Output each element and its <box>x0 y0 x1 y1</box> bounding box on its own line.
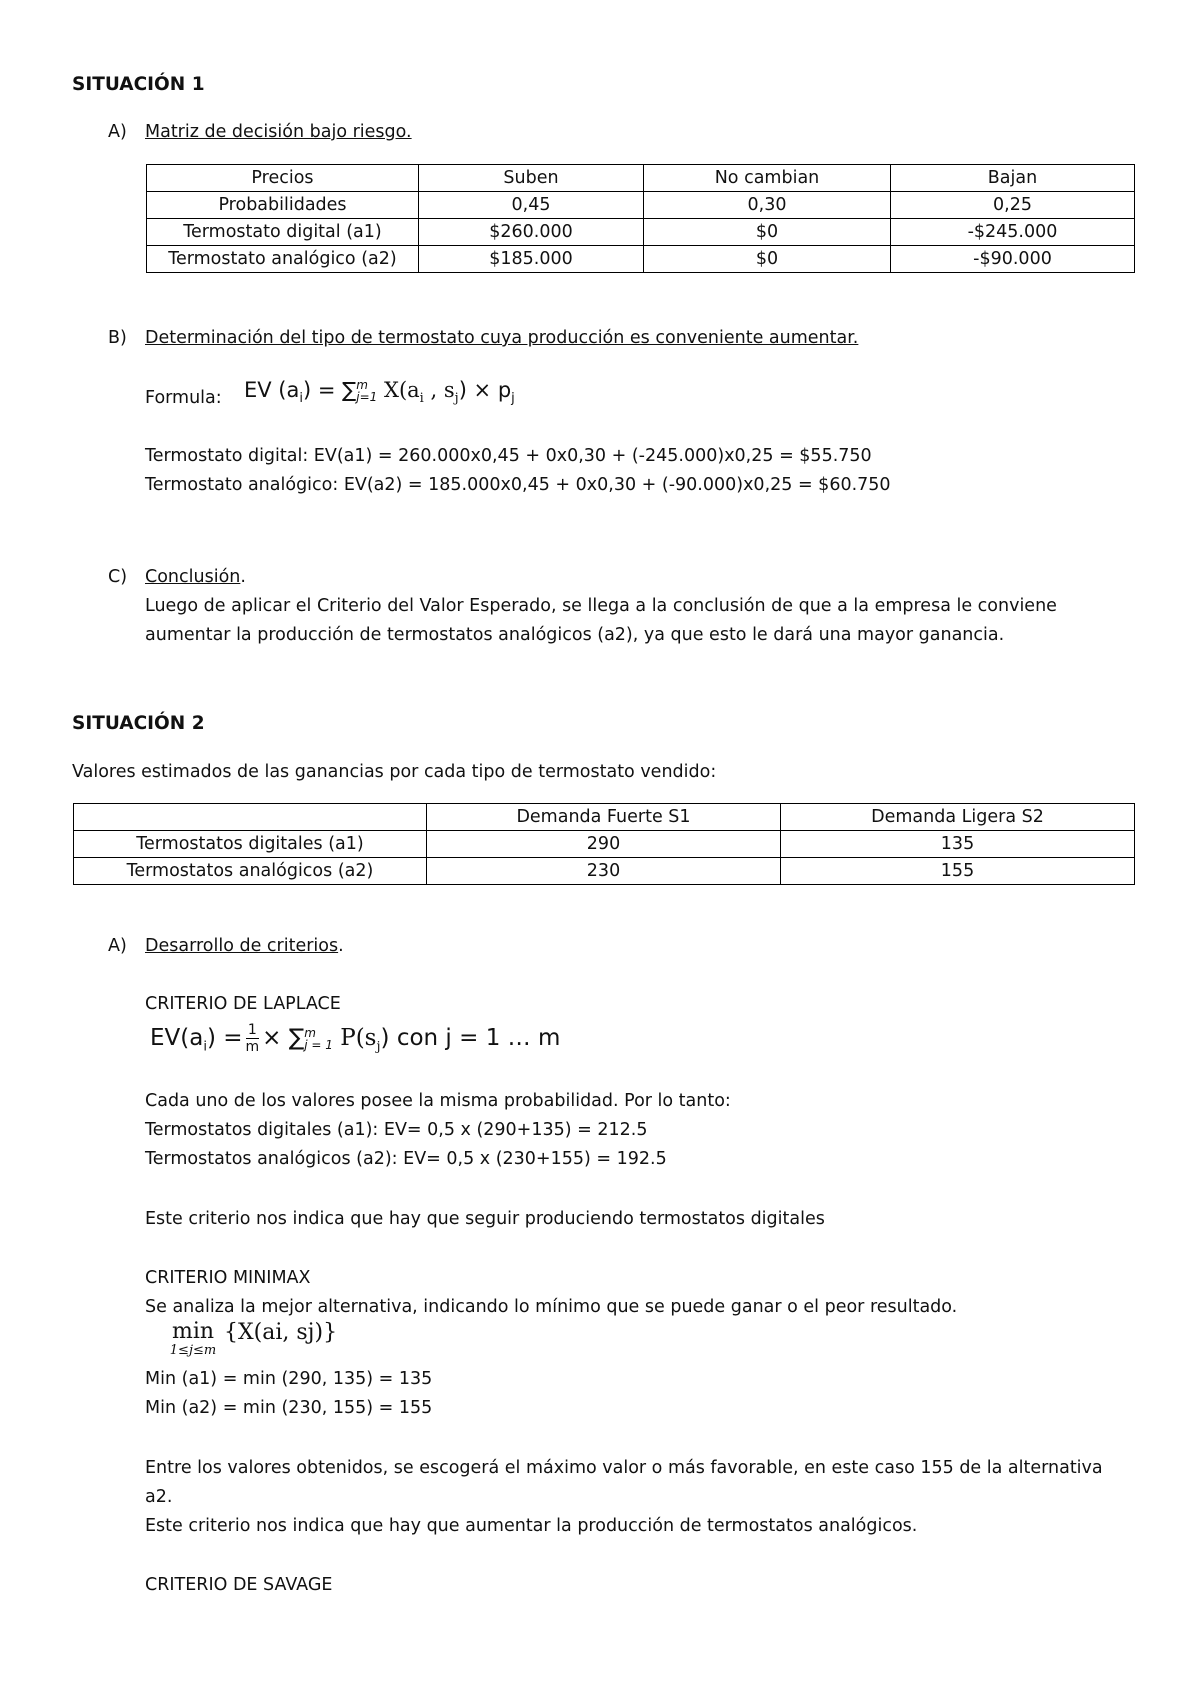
laplace-line-2: Termostatos digitales (a1): EV= 0,5 x (290+135) = 212.5 <box>145 1120 648 1140</box>
table-cell: 0,45 <box>419 192 644 219</box>
table-cell: No cambian <box>644 165 891 192</box>
table-row <box>147 246 1135 273</box>
minimax-title: CRITERIO MINIMAX <box>145 1268 311 1288</box>
minimax-line-4: Entre los valores obtenidos, se escogerá el máximo valor o más favorable, en este caso 155 de la alternativa <box>145 1458 1103 1478</box>
table-cell: Termostatos analógicos (a2) <box>74 858 427 885</box>
table-cell: Bajan <box>891 165 1135 192</box>
laplace-line-4: Este criterio nos indica que hay que seguir produciendo termostatos digitales <box>145 1209 825 1229</box>
table-cell: $0 <box>644 219 891 246</box>
minimax-formula-expr: {X(ai, sj)} <box>224 1320 338 1345</box>
item-a-heading: Matriz de decisión bajo riesgo. <box>145 122 412 142</box>
laplace-title: CRITERIO DE LAPLACE <box>145 994 341 1014</box>
table-cell: Demanda Ligera S2 <box>781 804 1135 831</box>
table-cell: Precios <box>147 165 419 192</box>
item-b-heading: Determinación del tipo de termostato cuya producción es conveniente aumentar. <box>145 328 859 348</box>
table-cell: $260.000 <box>419 219 644 246</box>
calc-analog: Termostato analógico: EV(a2) = 185.000x0,45 + 0x0,30 + (-90.000)x0,25 = $60.750 <box>145 475 891 495</box>
table-cell: -$90.000 <box>891 246 1135 273</box>
s2-item-a-marker: A) <box>108 936 127 956</box>
table-cell: 290 <box>427 831 781 858</box>
item-c-heading: Conclusión. <box>145 567 246 587</box>
laplace-line-3: Termostatos analógicos (a2): EV= 0,5 x (230+155) = 192.5 <box>145 1149 667 1169</box>
laplace-line-1: Cada uno de los valores posee la misma probabilidad. Por lo tanto: <box>145 1091 731 1111</box>
savage-title: CRITERIO DE SAVAGE <box>145 1575 333 1595</box>
table-cell: 230 <box>427 858 781 885</box>
section-2-intro: Valores estimados de las ganancias por cada tipo de termostato vendido: <box>72 762 717 782</box>
expected-value-formula: EV $(a_i)$ = ∑ m j=1 $X(a_i$ , $s_j) \times p_j$ <box>244 378 515 407</box>
profits-table <box>73 803 1135 885</box>
section-2-title: SITUACIÓN 2 <box>72 713 205 734</box>
table-row <box>74 831 1135 858</box>
conclusion-line-2: aumentar la producción de termostatos analógicos (a2), ya que esto le dará una mayor ganancia. <box>145 625 1005 645</box>
minimax-line-1: Se analiza la mejor alternativa, indicando lo mínimo que se puede ganar o el peor resultado. <box>145 1297 958 1317</box>
table-row <box>74 804 1135 831</box>
s2-item-a-heading: Desarrollo de criterios. <box>145 936 344 956</box>
table-cell: Suben <box>419 165 644 192</box>
table-cell: Termostato analógico (a2) <box>147 246 419 273</box>
table-cell: Termostatos digitales (a1) <box>74 831 427 858</box>
table-cell: 0,30 <box>644 192 891 219</box>
table-cell <box>74 804 427 831</box>
minimax-formula-min: min 1≤j≤m <box>169 1319 217 1358</box>
table-cell: Termostato digital (a1) <box>147 219 419 246</box>
item-b-marker: B) <box>108 328 127 348</box>
section-1-title: SITUACIÓN 1 <box>72 74 205 95</box>
conclusion-line-1: Luego de aplicar el Criterio del Valor Esperado, se llega a la conclusión de que a la empresa le conviene <box>145 596 1057 616</box>
table-row <box>147 219 1135 246</box>
minimax-line-2: Min (a1) = min (290, 135) = 135 <box>145 1369 433 1389</box>
table-cell: 135 <box>781 831 1135 858</box>
table-row <box>147 192 1135 219</box>
laplace-formula: $EV(a_i)$ = $\frac{1}{m}$ × ∑ m j = 1 $P(s_j)$ con j = 1 … m <box>150 1022 561 1055</box>
table-cell: $0 <box>644 246 891 273</box>
calc-digital: Termostato digital: EV(a1) = 260.000x0,45 + 0x0,30 + (-245.000)x0,25 = $55.750 <box>145 446 872 466</box>
table-cell: 155 <box>781 858 1135 885</box>
table-cell: Probabilidades <box>147 192 419 219</box>
table-cell: $185.000 <box>419 246 644 273</box>
minimax-line-6: Este criterio nos indica que hay que aumentar la producción de termostatos analógicos. <box>145 1516 918 1536</box>
table-cell: 0,25 <box>891 192 1135 219</box>
minimax-line-3: Min (a2) = min (230, 155) = 155 <box>145 1398 433 1418</box>
table-cell: -$245.000 <box>891 219 1135 246</box>
table-row <box>74 858 1135 885</box>
decision-matrix-table <box>146 164 1135 273</box>
formula-label: Formula: <box>145 388 222 408</box>
table-row <box>147 165 1135 192</box>
minimax-line-5: a2. <box>145 1487 173 1507</box>
item-c-marker: C) <box>108 567 128 587</box>
item-a-marker: A) <box>108 122 127 142</box>
table-cell: Demanda Fuerte S1 <box>427 804 781 831</box>
